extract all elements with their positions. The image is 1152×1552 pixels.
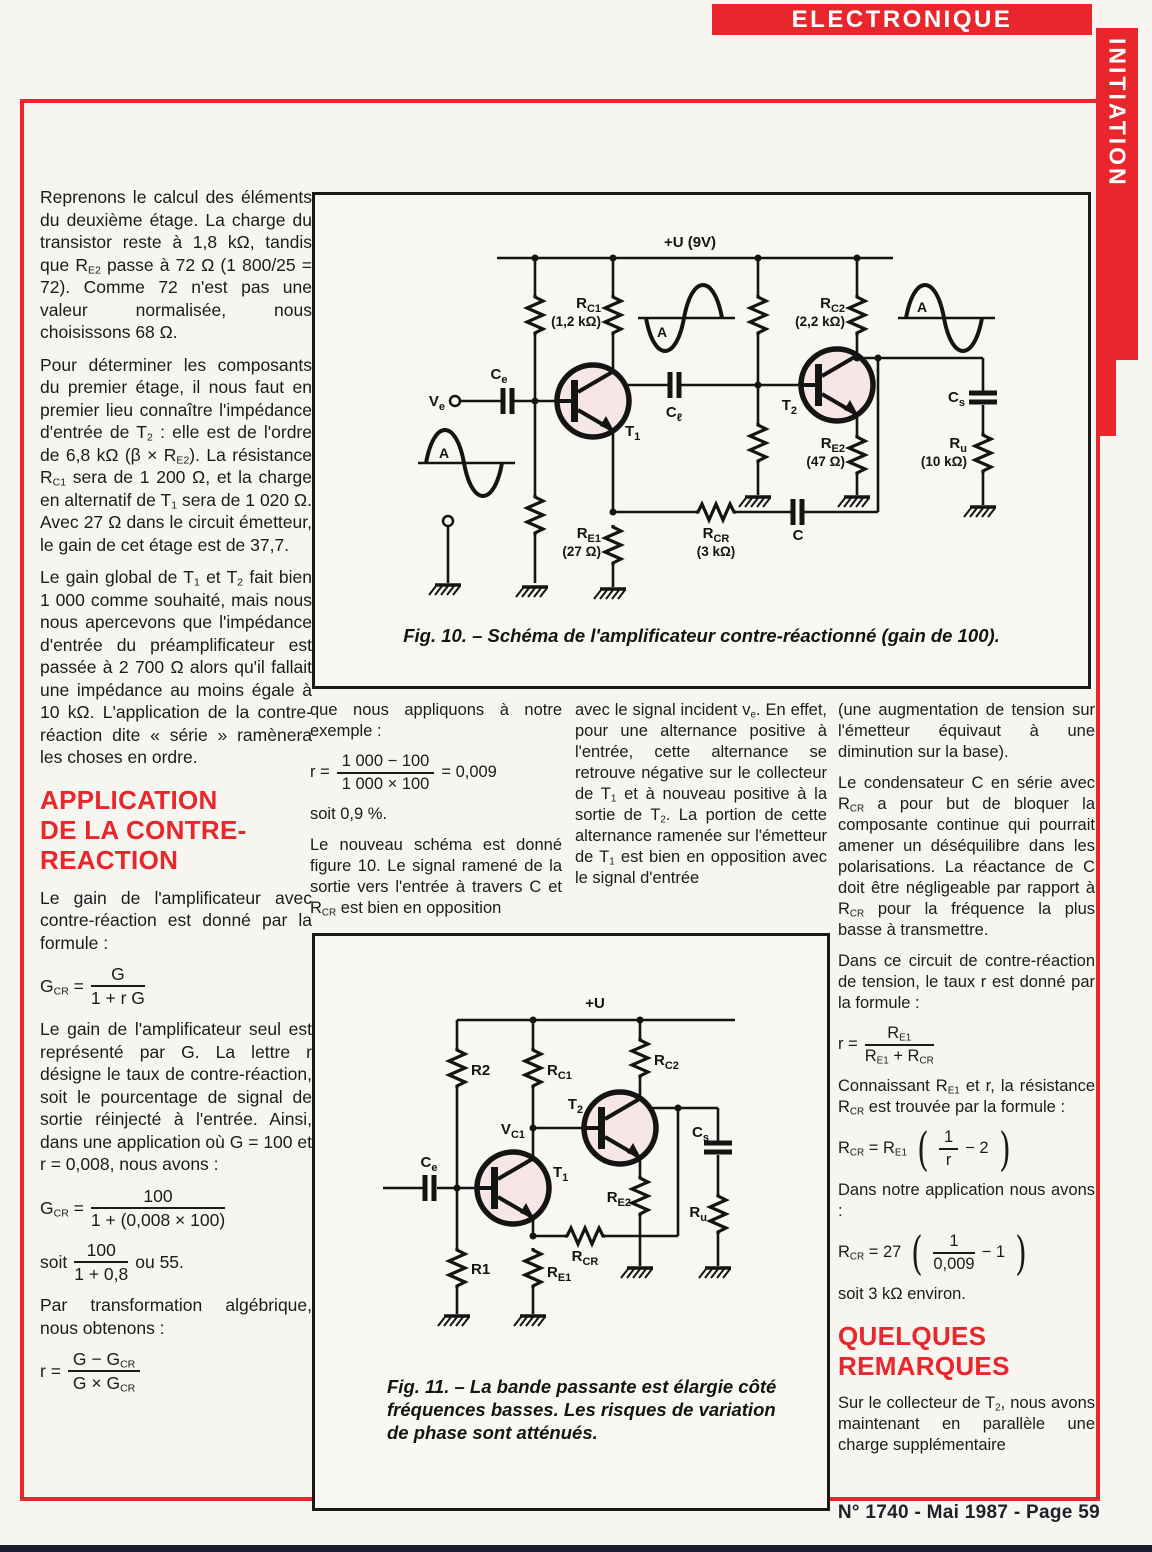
ground-symbol (438, 1316, 470, 1326)
column-right (838, 700, 1095, 1466)
paragraph: soit 0,9 %. (310, 804, 388, 823)
formula-taux-r: r = $\frac{R_{E1}}{R_{E1} + R_{CR}}$ (838, 1024, 934, 1067)
fig11-caption: Fig. 11. – La bande passante est élargie côté fréquences basses. Les risques de variation de phase sont atténués. (387, 1376, 777, 1443)
fig11-label-rc1: $R_{C1}$ (547, 1062, 572, 1082)
resistor-re2 (849, 435, 865, 475)
resistor-rcr (565, 1228, 605, 1244)
formula-r-numeric: r = $\frac{1 000 - 100}{1 000 \times 100}$ = 0,009 (310, 752, 497, 793)
paragraph: Reprenons le calcul des éléments du deuxième étage. La charge du transistor reste à 1,8 kΩ, tandis que $R_{E2}$ passe à 72 Ω (1 800/25 = 72). Comme 72 n'est pas une valeur normalisée, nous choisissons 68 Ω. (40, 187, 312, 342)
fig10-label-rcr-value: (3 kΩ) (696, 544, 736, 559)
column-mid-1 (310, 700, 562, 929)
ground-symbol (594, 589, 626, 599)
fig11-label-t1: $T_1$ (553, 1164, 569, 1184)
fig10-label-t2: $T_2$ (781, 397, 797, 417)
figure-11-box (312, 933, 830, 1511)
fig11-label-r2: R2 (471, 1062, 491, 1079)
paragraph: soit 3 kΩ environ. (838, 1284, 966, 1303)
fig10-label-rc1: $R_{C1}$ (576, 295, 601, 315)
initiation-tab (1096, 28, 1138, 360)
formula-gcr-def: $G_{CR}$ = $\frac{G}{\text{1 + r G}}$ (40, 964, 145, 1009)
fig10-caption: Fig. 10. – Schéma de l'amplificateur contre-réactionné (gain de 100). (403, 625, 1000, 646)
fig11-label-supply: +U (585, 995, 605, 1012)
paragraph: Sur le collecteur de $T_2$, nous avons maintenant en parallèle une charge supplémentaire (838, 1393, 1096, 1454)
fig10-label-supply: +U (9V) (663, 234, 717, 251)
fig10-wave-a: A (439, 445, 450, 461)
formula-rcr: $R_{CR} = R_{E1}$ ( $\frac{1}{r}$ − 2 ) (838, 1121, 1011, 1176)
capacitor-cl (670, 372, 679, 398)
fig11-label-cs: $C_s$ (692, 1124, 709, 1144)
fig10-label-re1: $R_{E1}$ (576, 525, 601, 545)
fig11-label-rcr: $R_{CR}$ (571, 1248, 599, 1268)
fig10-label-re2-value: (47 Ω) (806, 454, 845, 469)
column-mid-2 (575, 700, 827, 899)
fig10-label-re2: $R_{E2}$ (820, 435, 845, 455)
paragraph: que nous appliquons à notre exemple : (310, 701, 562, 740)
paragraph: Le gain de l'amplificateur seul est représenté par G. La lettre r désigne le taux de contre-réaction, soit le pourcentage de signal de sortie réinjecté à l'entrée. Ainsi, dans une application où G = 100 et r = 0,008, nous avons : (40, 1019, 312, 1175)
fig10-label-cs: $C_s$ (948, 389, 965, 409)
formula-rcr-application: $R_{CR} = 27$ ( $\frac{1}{0,009}$ − 1 ) (838, 1225, 1027, 1280)
resistor-symbol (750, 295, 766, 335)
ground-symbol (838, 497, 870, 507)
resistor-re1 (605, 525, 621, 565)
paragraph: (une augmentation de tension sur l'émetteur équivaut à une diminution sur la base). (838, 701, 1095, 761)
resistor-rc1 (525, 1048, 541, 1088)
fig10-label-rc2-value: (2,2 kΩ) (795, 314, 845, 329)
capacitor-cs (704, 1143, 732, 1152)
fig10-label-ru: $R_u$ (949, 435, 967, 455)
input-terminal (450, 396, 460, 406)
formula-gcr-result: soit $\frac{100}{1 + 0,8}$ ou 55. (40, 1240, 184, 1285)
resistor-re1 (525, 1248, 541, 1288)
resistor-symbol (527, 295, 543, 335)
ground-symbol (699, 1268, 731, 1278)
fig11-label-ce: $C_e$ (420, 1154, 438, 1174)
transistor-t2 (801, 349, 873, 421)
resistor-re2 (632, 1176, 648, 1216)
fig10-wave-a: A (657, 324, 668, 340)
fig11-label-r1: R1 (471, 1261, 491, 1278)
fig11-label-rc2: $R_{C2}$ (654, 1052, 679, 1072)
resistor-rc2 (849, 295, 865, 335)
resistor-rcr (696, 504, 736, 520)
fig10-label-ce: $C_e$ (490, 366, 508, 386)
fig10-label-rc2: $R_{C2}$ (820, 295, 845, 315)
fig11-label-re2: $R_{E2}$ (606, 1189, 631, 1209)
formula-gcr-app: $G_{CR}$ = $\frac{100}{1 + (0,008 \times 100)}$ (40, 1185, 226, 1230)
resistor-ru (975, 433, 991, 473)
transistor-t1 (557, 365, 629, 437)
capacitor-cs (969, 393, 997, 402)
paragraph: Pour déterminer les composants du premier étage, il nous faut en premier lieu connaître l'impédance d'entrée de $T_2$ : elle est de l'ordre de 6,8 kΩ $(\beta \times R_{E2})$. La résistance $R_{C1}$ sera de 1 200 Ω, et la charge en alternatif de $T_1$ sera de 1 020 Ω. Avec 27 Ω dans le circuit émetteur, le gain de cet étage est de 37,7. (40, 354, 312, 555)
resistor-r1 (449, 1248, 465, 1288)
fig10-label-cl: $C_\ell$ (665, 404, 683, 424)
section-heading-application: APPLICATION DE LA CONTRE- REACTION (40, 784, 247, 875)
fig10-label-c: C (792, 527, 804, 544)
ground-symbol (964, 507, 996, 517)
paragraph: avec le signal incident $v_e$. En effet, pour une alternance positive à l'entrée, cette alternance se retrouve négative sur le collecteur de $T_1$ et à nouveau positive à la sortie de $T_2$. La portion de cette alternance ramenée sur l'émetteur de $T_1$ est bien en opposition avec le signal d'entrée (575, 701, 828, 887)
fig10-schematic (315, 195, 1088, 607)
fig11-label-vc1: $V_{C1}$ (500, 1121, 525, 1141)
fig10-label-rcr: $R_{CR}$ (702, 525, 730, 545)
section-banner (712, 4, 1092, 35)
fig10-label-re1-value: (27 Ω) (562, 544, 601, 559)
fig10-label-ve: $V_e$ (428, 393, 445, 413)
transistor-t1 (477, 1152, 549, 1224)
resistor-symbol (750, 423, 766, 463)
paragraph: Connaissant $R_{E1}$ et r, la résistance $R_{CR}$ est trouvée par la formule : (838, 1076, 1095, 1118)
section-heading-remarques: QUELQUES REMARQUES (838, 1320, 1010, 1381)
paragraph: Le gain global de $T_1$ et $T_2$ fait bien 1 000 comme souhaité, mais nous nous apercevons que l'impédance d'entrée du préamplificateur est passée à 2 700 Ω alors qu'il fallait une impédance au moins égale à 10 kΩ. L'application de la contre-réaction dite « série » ramènera les choses en ordre. (40, 567, 312, 767)
paragraph: Le nouveau schéma est donné figure 10. Le signal ramené de la sortie vers l'entrée à travers C et $R_{CR}$ est bien en opposition (310, 835, 562, 919)
capacitor-ce (503, 388, 512, 414)
resistor-rc2 (632, 1038, 648, 1078)
ground-symbol (514, 1316, 546, 1326)
paragraph: Dans ce circuit de contre-réaction de tension, le taux r est donné par la formule : (838, 952, 1095, 1012)
ground-symbol (516, 587, 548, 597)
fig11-label-t2: $T_2$ (567, 1096, 583, 1116)
capacitor-c (793, 499, 802, 525)
issue-page-line: N° 1740 - Mai 1987 - Page 59 (837, 1502, 1100, 1523)
paragraph: Dans notre application nous avons : (838, 1180, 1095, 1220)
ground-symbol (429, 585, 461, 595)
figure-10-box (312, 192, 1091, 689)
transistor-t2 (584, 1092, 656, 1164)
ground-symbol (739, 497, 771, 507)
fig11-schematic (315, 936, 827, 1356)
paragraph: Par transformation algébrique, nous obtenons : (40, 1295, 312, 1338)
ground-symbol (621, 1268, 653, 1278)
resistor-r2 (449, 1048, 465, 1088)
fig10-label-t1: $T_1$ (625, 423, 641, 443)
initiation-tab-label: INITIATION (1104, 38, 1131, 188)
capacitor-ce (425, 1175, 434, 1201)
fig11-label-re1: $R_{E1}$ (547, 1264, 572, 1284)
paragraph: Le gain de l'amplificateur avec contre-réaction est donné par la formule : (40, 887, 312, 953)
resistor-rc1 (605, 295, 621, 335)
ground-terminal (443, 516, 453, 526)
fig10-wave-a: A (917, 299, 928, 315)
column-left (40, 186, 312, 1404)
resistor-ru (710, 1194, 726, 1234)
paragraph: Le condensateur C en série avec $R_{CR}$ a pour but de bloquer la composante continue qui pourrait amener un déséquilibre dans les polarisations. La réactance de C doit être négligeable par rapport à $R_{CR}$ pour la fréquence la plus basse à transmettre. (838, 774, 1095, 939)
fig10-label-rc1-value: (1,2 kΩ) (551, 314, 601, 329)
section-title: ELECTRONIQUE (791, 5, 1013, 33)
fig10-label-ru-value: (10 kΩ) (920, 454, 967, 469)
resistor-symbol (527, 495, 543, 535)
formula-r-algebra: r = $\frac{G - G_{CR}}{G \times G_{CR}}$ (40, 1349, 312, 1393)
bottom-edge-strip (0, 1545, 1152, 1552)
sine-wave-icons (426, 285, 982, 496)
fig11-label-ru: $R_u$ (689, 1204, 707, 1224)
